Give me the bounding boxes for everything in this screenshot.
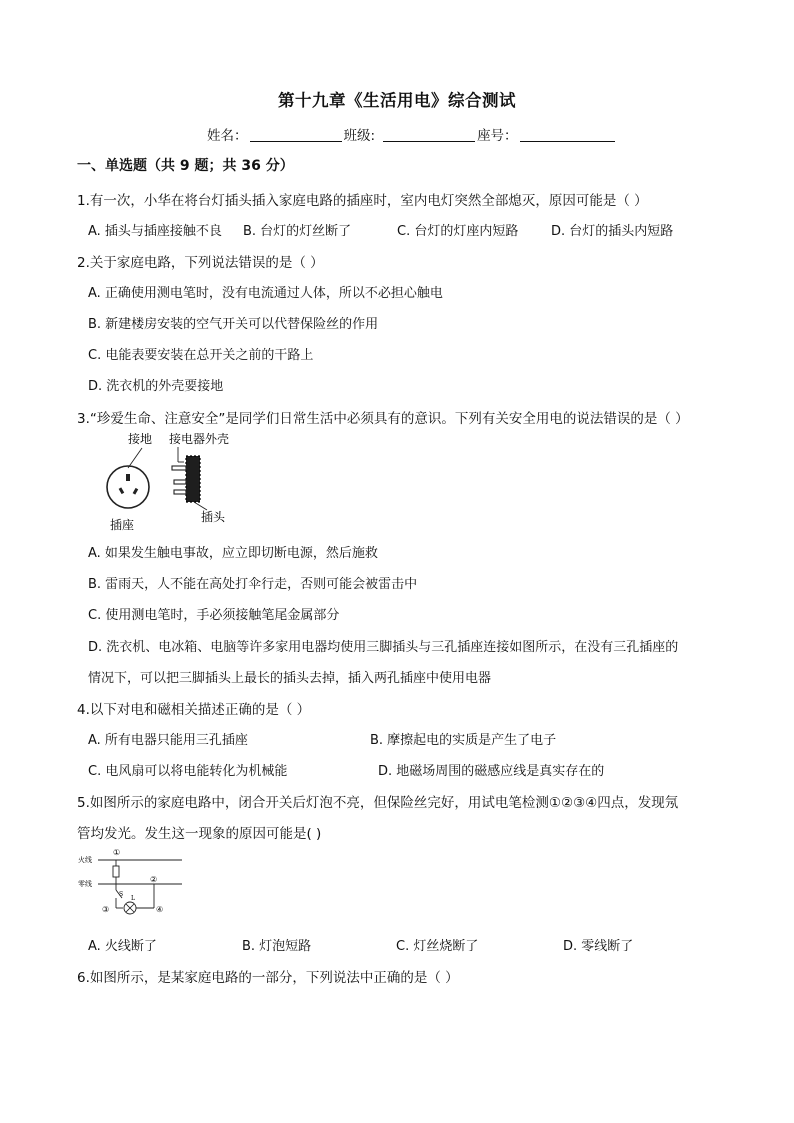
question-5-option-b: B. 灯泡短路 [242, 939, 312, 954]
page-title: 第十九章《生活用电》综合测试 [278, 91, 516, 110]
question-5-option-a: A. 火线断了 [88, 939, 157, 954]
question-2-option-b: B. 新建楼房安装的空气开关可以代替保险丝的作用 [88, 317, 379, 332]
ground-label: 接地 [128, 432, 153, 446]
question-2-option-c: C. 电能表要安装在总开关之前的干路上 [88, 348, 314, 363]
question-3-stem: 3.“珍爱生命、注意安全”是同学们日常生活中必须具有的意识。下列有关安全用电的说法错误的是（ ） [77, 411, 689, 427]
question-4-stem: 4.以下对电和磁相关描述正确的是（ ） [77, 702, 311, 718]
question-4-option-b: B. 摩擦起电的实质是产生了电子 [370, 733, 557, 748]
class-label: 班级: [343, 128, 376, 144]
question-2-option-a: A. 正确使用测电笔时，没有电流通过人体，所以不必担心触电 [88, 286, 443, 301]
question-3-option-c: C. 使用测电笔时，手必须接触笔尾金属部分 [88, 608, 340, 623]
question-4-option-c: C. 电风扇可以将电能转化为机械能 [88, 764, 288, 779]
question-1-option-b: B. 台灯的灯丝断了 [243, 224, 352, 239]
name-label: 姓名： [207, 128, 248, 144]
question-4-option-d: D. 地磁场周围的磁感应线是真实存在的 [378, 764, 605, 779]
live-wire-label: 火线 [78, 856, 92, 864]
socket-label: 插座 [110, 518, 135, 532]
plug-label: 插头 [201, 510, 226, 524]
question-1-option-c: C. 台灯的灯座内短路 [397, 224, 519, 239]
fuse [113, 866, 119, 877]
question-5-option-d: D. 零线断了 [563, 939, 634, 954]
question-5-stem-line-2: 管均发光。发生这一现象的原因可能是( ) [77, 826, 322, 842]
question-4-option-a: A. 所有电器只能用三孔插座 [88, 733, 248, 748]
question-3-option-b: B. 雷雨天，人不能在高处打伞行走，否则可能会被雷击中 [88, 577, 418, 592]
point-1-label: ① [113, 848, 121, 857]
question-5-option-c: C. 灯丝烧断了 [396, 939, 479, 954]
question-1-stem: 1.有一次，小华在将台灯插头插入家庭电路的插座时，室内电灯突然全部熄灭，原因可能是（ ） [77, 193, 648, 209]
socket-plug-figure [104, 428, 244, 533]
question-6-stem: 6.如图所示，是某家庭电路的一部分，下列说法中正确的是（ ） [77, 970, 459, 986]
switch-label: S [119, 891, 124, 898]
point-4-label: ④ [156, 905, 164, 914]
name-blank [250, 127, 342, 142]
lamp-label: L [131, 895, 135, 902]
shell-label: 接电器外壳 [169, 432, 230, 446]
question-1-option-d: D. 台灯的插头内短路 [551, 224, 674, 239]
section-heading: 一、单选题（共 9 题；共 36 分） [77, 158, 294, 174]
question-3-option-d-continued: 情况下，可以把三脚插头上最长的插头去掉，插入两孔插座中使用电器 [88, 671, 492, 686]
question-3-option-d: D. 洗衣机、电冰箱、电脑等许多家用电器均使用三脚插头与三孔插座连接如图所示，在没有三孔插座的 [88, 640, 679, 655]
point-2-label: ② [150, 875, 158, 884]
plug-body [186, 456, 200, 502]
neutral-wire-label: 零线 [78, 880, 92, 888]
socket-outline [107, 466, 149, 508]
seat-blank [520, 127, 615, 142]
class-blank [383, 127, 475, 142]
student-info-line [207, 124, 617, 144]
question-3-option-a: A. 如果发生触电事故，应立即切断电源，然后施救 [88, 546, 378, 561]
point-3-label: ③ [102, 905, 110, 914]
question-1-option-a: A. 插头与插座接触不良 [88, 224, 222, 239]
question-5-stem-line-1: 5.如图所示的家庭电路中，闭合开关后灯泡不亮，但保险丝完好，用试电笔检测①②③④四点，发现氖 [77, 795, 679, 811]
question-2-option-d: D. 洗衣机的外壳要接地 [88, 379, 224, 394]
seat-label: 座号： [477, 128, 518, 144]
household-circuit-figure [78, 846, 186, 922]
question-2-stem: 2.关于家庭电路，下列说法错误的是（ ） [77, 255, 324, 271]
